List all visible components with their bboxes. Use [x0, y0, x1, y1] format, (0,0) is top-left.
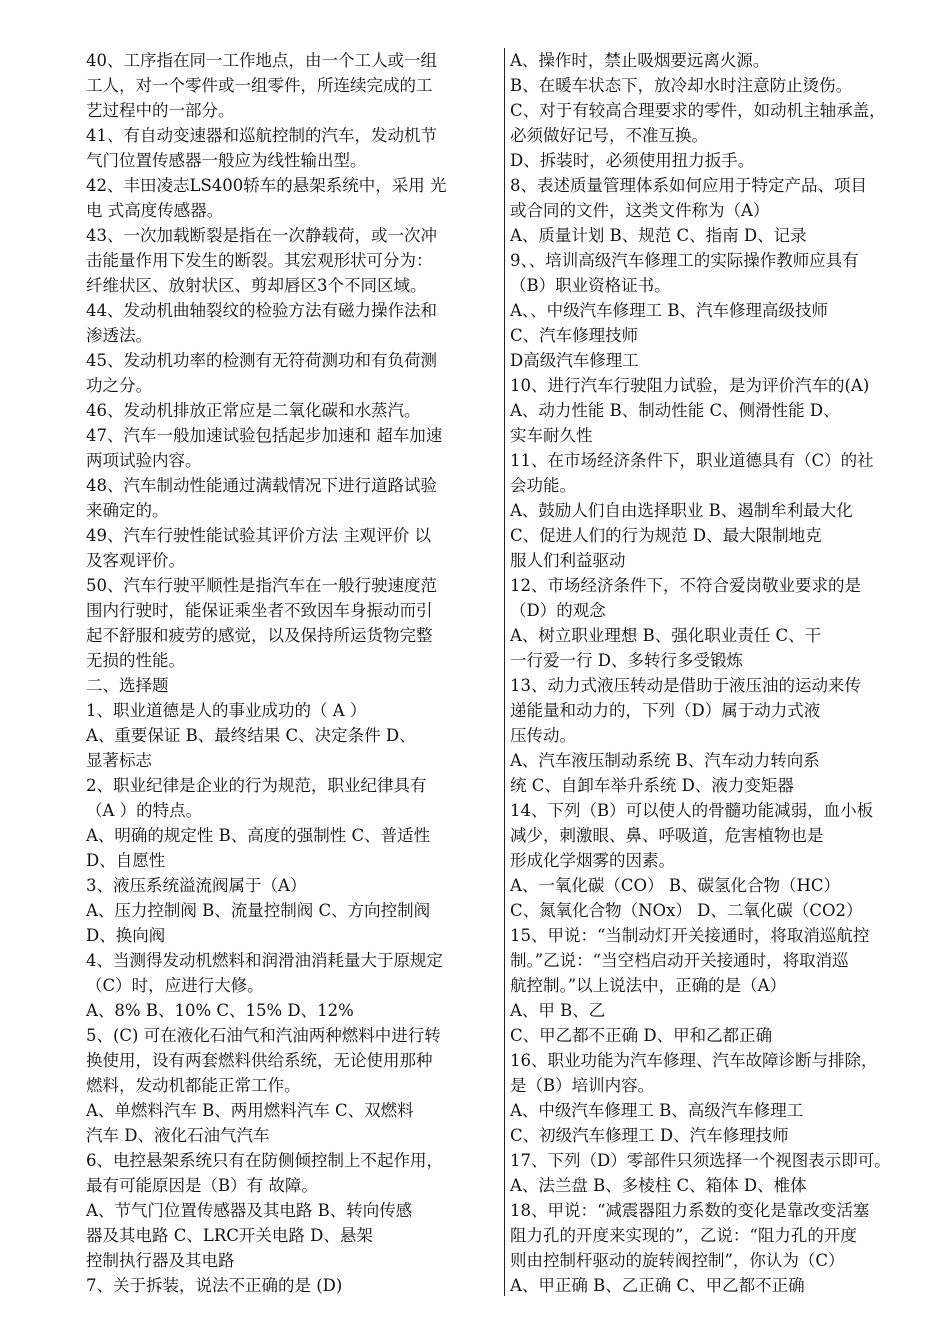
text-line: 14、下列（B）可以使人的骨髓功能减弱，血小板 — [510, 801, 874, 820]
text-line: （A ）的特点。 — [86, 801, 203, 820]
text-line: 3、液压系统溢流阀属于（A） — [86, 876, 307, 895]
text-line: 7、关于拆装，说法不正确的是 (D) — [86, 1276, 343, 1295]
text-line: 燃料，发动机都能正常工作。 — [86, 1076, 301, 1095]
text-line: 统 C、自卸车举升系统 D、液力变矩器 — [510, 776, 794, 795]
right-column — [510, 48, 922, 1298]
text-line: A、单燃料汽车 B、两用燃料汽车 C、双燃料 — [86, 1101, 414, 1120]
text-line: C、促进人们的行为规范 D、最大限制地克 — [510, 526, 822, 545]
text-line: 47、汽车一般加速试验包括起步加速和 超车加速 — [86, 426, 443, 445]
text-line: 二、选择题 — [86, 676, 169, 695]
text-line: 1、职业道德是人的事业成功的（ A ） — [86, 701, 367, 720]
text-line: 49、汽车行驶性能试验其评价方法 主观评价 以 — [86, 526, 431, 545]
text-line: 汽车 D、液化石油气汽车 — [86, 1126, 270, 1145]
text-line: 递能量和动力的，下列（D）属于动力式液 — [510, 701, 821, 720]
text-line: 17、下列（D）零部件只须选择一个视图表示即可。 — [510, 1151, 891, 1170]
text-line: 器及其电路 C、LRC开关电路 D、悬架 — [86, 1226, 373, 1245]
text-line: C、汽车修理技师 — [510, 326, 639, 345]
text-line: A、节气门位置传感器及其电路 B、转向传感 — [86, 1201, 413, 1220]
text-line: 实车耐久性 — [510, 426, 593, 445]
text-line: A、8% B、10% C、15% D、12% — [86, 1001, 354, 1020]
text-line: 50、汽车行驶平顺性是指汽车在一般行驶速度范 — [86, 576, 437, 595]
text-line: A、甲 B、乙 — [510, 1001, 606, 1020]
text-line: D、自愿性 — [86, 851, 166, 870]
text-line: 功之分。 — [86, 376, 152, 395]
text-line: （D）的观念 — [510, 601, 606, 620]
text-line: A、明确的规定性 B、高度的强制性 C、普适性 — [86, 826, 431, 845]
text-line: A、压力控制阀 B、流量控制阀 C、方向控制阀 — [86, 901, 431, 920]
text-line: 41、有自动变速器和巡航控制的汽车，发动机节 — [86, 126, 437, 145]
text-line: 电 式高度传感器。 — [86, 201, 224, 220]
text-line: A、法兰盘 B、多棱柱 C、箱体 D、椎体 — [510, 1176, 807, 1195]
text-line: D、换向阀 — [86, 926, 166, 945]
text-line: 服人们利益驱动 — [510, 551, 626, 570]
text-line: 会功能。 — [510, 476, 576, 495]
column-divider — [504, 48, 505, 1296]
text-line: 来确定的。 — [86, 501, 169, 520]
text-line: A、汽车液压制动系统 B、汽车动力转向系 — [510, 751, 820, 770]
text-line: 纤维状区、放射状区、剪却唇区3个不同区域。 — [86, 276, 427, 295]
text-line: 两项试验内容。 — [86, 451, 202, 470]
exam-page — [86, 48, 922, 1296]
text-line: 18、甲说：“减震器阻力系数的变化是靠改变活塞 — [510, 1201, 870, 1220]
text-line: 必须做好记号，不准互换。 — [510, 126, 708, 145]
text-line: A、鼓励人们自由选择职业 B、遏制牟利最大化 — [510, 501, 853, 520]
text-line: 最有可能原因是（B）有 故障。 — [86, 1176, 318, 1195]
text-line: A、中级汽车修理工 B、高级汽车修理工 — [510, 1101, 804, 1120]
text-line: A、树立职业理想 B、强化职业责任 C、干 — [510, 626, 822, 645]
left-column — [86, 48, 498, 1298]
text-line: 6、电控悬架系统只有在防侧倾控制上不起作用， — [86, 1151, 443, 1170]
text-line: A、操作时，禁止吸烟要远离火源。 — [510, 51, 770, 70]
text-line: 渗透法。 — [86, 326, 152, 345]
text-line: 航控制。”以上说法中，正确的是（A） — [510, 976, 787, 995]
text-line: 制。”乙说：“当空档启动开关接通时，将取消巡 — [510, 951, 849, 970]
text-line: C、氮氧化合物（NOx） D、二氧化碳（CO2） — [510, 901, 863, 920]
text-line: 46、发动机排放正常应是二氧化碳和水蒸汽。 — [86, 401, 421, 420]
text-line: 15、甲说：“当制动灯开关接通时，将取消巡航控 — [510, 926, 870, 945]
text-line: A、质量计划 B、规范 C、指南 D、记录 — [510, 226, 807, 245]
text-line: 击能量作用下发生的断裂。其宏观形状可分为： — [86, 251, 433, 270]
text-line: 形成化学烟雾的因素。 — [510, 851, 675, 870]
text-line: 4、当测得发动机燃料和润滑油消耗量大于原规定 — [86, 951, 443, 970]
text-line: 10、进行汽车行驶阻力试验，是为评价汽车的(A) — [510, 376, 870, 395]
text-line: 8、表述质量管理体系如何应用于特定产品、项目 — [510, 176, 867, 195]
text-line: B、在暖车状态下，放冷却水时注意防止烫伤。 — [510, 76, 853, 95]
text-line: A、重要保证 B、最终结果 C、决定条件 D、 — [86, 726, 416, 745]
text-line: 起不舒服和疲劳的感觉，以及保持所运货物完整 — [86, 626, 433, 645]
text-line: 9、、培训高级汽车修理工的实际操作教师应具有 — [510, 251, 859, 270]
text-line: 40、工序指在同一工作地点，由一个工人或一组 — [86, 51, 437, 70]
text-line: （C）时，应进行大修。 — [86, 976, 264, 995]
text-line: 16、职业功能为汽车修理、汽车故障诊断与排除， — [510, 1051, 878, 1070]
text-line: 控制执行器及其电路 — [86, 1251, 235, 1270]
text-line: 换使用，设有两套燃料供给系统，无论使用那种 — [86, 1051, 433, 1070]
text-line: C、对于有较高合理要求的零件，如动机主轴承盖， — [510, 101, 886, 120]
text-line: D、拆装时，必须使用扭力扳手。 — [510, 151, 755, 170]
text-line: 11、在市场经济条件下，职业道德具有（C）的社 — [510, 451, 874, 470]
text-line: A、动力性能 B、制动性能 C、侧滑性能 D、 — [510, 401, 840, 420]
text-line: 显著标志 — [86, 751, 152, 770]
text-line: C、甲乙都不正确 D、甲和乙都正确 — [510, 1026, 773, 1045]
text-line: 48、汽车制动性能通过满载情况下进行道路试验 — [86, 476, 437, 495]
text-line: 压传动。 — [510, 726, 576, 745]
text-line: A、一氧化碳（CO） B、碳氢化合物（HC） — [510, 876, 840, 895]
text-line: 或合同的文件，这类文件称为（A） — [510, 201, 770, 220]
text-line: 则由控制杆驱动的旋转阀控制”，你认为（C） — [510, 1251, 845, 1270]
text-line: 一行爱一行 D、多转行多受锻炼 — [510, 651, 743, 670]
text-line: D高级汽车修理工 — [510, 351, 639, 370]
text-line: 围内行驶时，能保证乘坐者不致因车身振动而引 — [86, 601, 433, 620]
text-line: 艺过程中的一部分。 — [86, 101, 235, 120]
text-line: （B）职业资格证书。 — [510, 276, 671, 295]
text-line: 44、发动机曲轴裂纹的检验方法有磁力操作法和 — [86, 301, 437, 320]
text-line: 及客观评价。 — [86, 551, 185, 570]
text-line: 43、一次加载断裂是指在一次静载荷，或一次冲 — [86, 226, 437, 245]
text-line: 5、(C) 可在液化石油气和汽油两种燃料中进行转 — [86, 1026, 441, 1045]
text-line: 阻力孔的开度来实现的”，乙说：“阻力孔的开度 — [510, 1226, 857, 1245]
text-line: 无损的性能。 — [86, 651, 185, 670]
text-line: A、、中级汽车修理工 B、汽车修理高级技师 — [510, 301, 829, 320]
text-line: 45、发动机功率的检测有无符荷测功和有负荷测 — [86, 351, 437, 370]
text-line: C、初级汽车修理工 D、汽车修理技师 — [510, 1126, 789, 1145]
text-line: 工人，对一个零件或一组零件，所连续完成的工 — [86, 76, 433, 95]
text-line: 12、市场经济条件下，不符合爱岗敬业要求的是 — [510, 576, 861, 595]
text-line: 2、职业纪律是企业的行为规范，职业纪律具有 — [86, 776, 427, 795]
text-line: 是（B）培训内容。 — [510, 1076, 655, 1095]
text-line: 13、动力式液压转动是借助于液压油的运动来传 — [510, 676, 861, 695]
text-line: 气门位置传感器一般应为线性输出型。 — [86, 151, 367, 170]
text-line: A、甲正确 B、乙正确 C、甲乙都不正确 — [510, 1276, 805, 1295]
text-line: 减少，刺激眼、鼻、呼吸道，危害植物也是 — [510, 826, 824, 845]
text-line: 42、丰田凌志LS400轿车的悬架系统中，采用 光 — [86, 176, 447, 195]
